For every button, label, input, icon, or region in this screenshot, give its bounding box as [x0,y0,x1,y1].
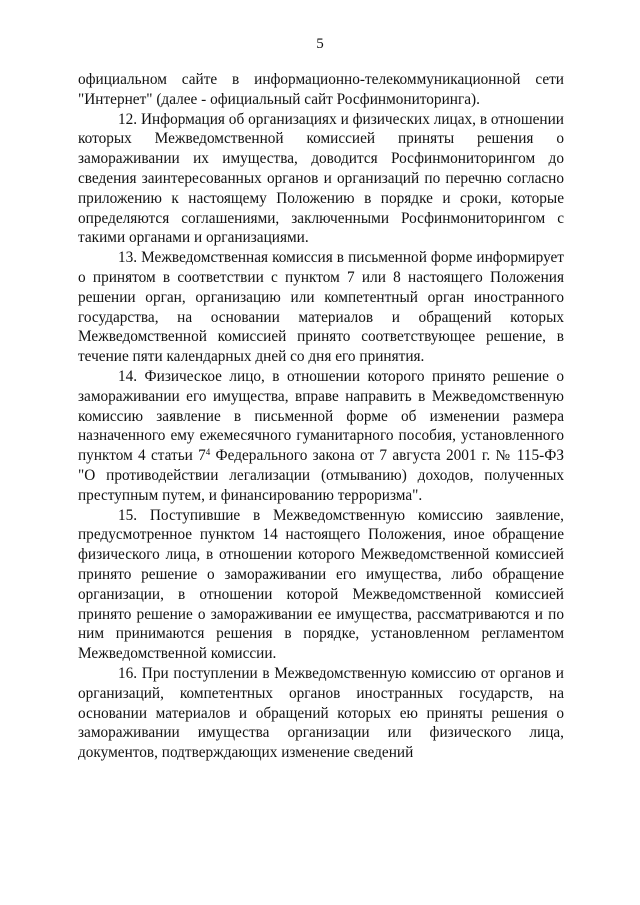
paragraph-12: 12. Информация об организациях и физических лицах, в отношении которых Межведомственной комиссией приняты решения о замораживании их имущества, доводится Росфинмониторингом до сведения заинтересованных органов и организаций по перечню согласно приложению к настоящему Положению в порядке и сроки, которые определяются соглашениями, заключенными Росфинмониторингом с такими органами и организациями. [78,110,564,247]
paragraph-11-continuation: официальном сайте в информационно-телекоммуникационной сети "Интернет" (далее - официальный сайт Росфинмониторинга). [78,71,564,108]
paragraph-13: 13. Межведомственная комиссия в письменной форме информирует о принятом в соответствии с пунктом 7 или 8 настоящего Положения решении орган, организацию или компетентный орган иностранного государства, на основании материалов и обращений которых Межведомственной комиссией принято соответствующее решение, в течение пяти календарных дней со дня его принятия. [78,249,564,366]
document-body [78,70,564,763]
paragraph-14 [78,367,564,506]
paragraph-14-text-before: 14. Физическое лицо, в отношении которого принято решение о замораживании его имущества, вправе направить в Межведомственную комиссию заявление в письменной форме об изменении размера назначенного ему ежемесячного гуманитарного пособия, установленного пунктом 4 статьи 7 [78,367,564,465]
paragraph-14-text-after: Федерального закона от 7 августа 2001 г. № 115-ФЗ "О противодействии легализации (отмыванию) доходов, полученных преступным путем, и финансированию терроризма". [78,447,564,504]
page-number: 5 [316,36,324,52]
paragraph-15: 15. Поступившие в Межведомственную комиссию заявление, предусмотренное пунктом 14 настоящего Положения, иное обращение физического лица, в отношении которого Межведомственной комиссией принято решение о замораживании его имущества, либо обращение организации, в отношении которой Межведомственной комиссией принято решение о замораживании ее имущества, рассматриваются и по ним принимаются решения в порядке, установленном регламентом Межведомственной комиссии. [78,506,564,663]
paragraph-16: 16. При поступлении в Межведомственную комиссию от органов и организаций, компетентных органов иностранных государств, на основании материалов и обращений которых ею приняты решения о замораживании имущества организации или физического лица, документов, подтверждающих изменение сведений [78,664,564,762]
paragraph-14-superscript: 4 [205,447,211,458]
